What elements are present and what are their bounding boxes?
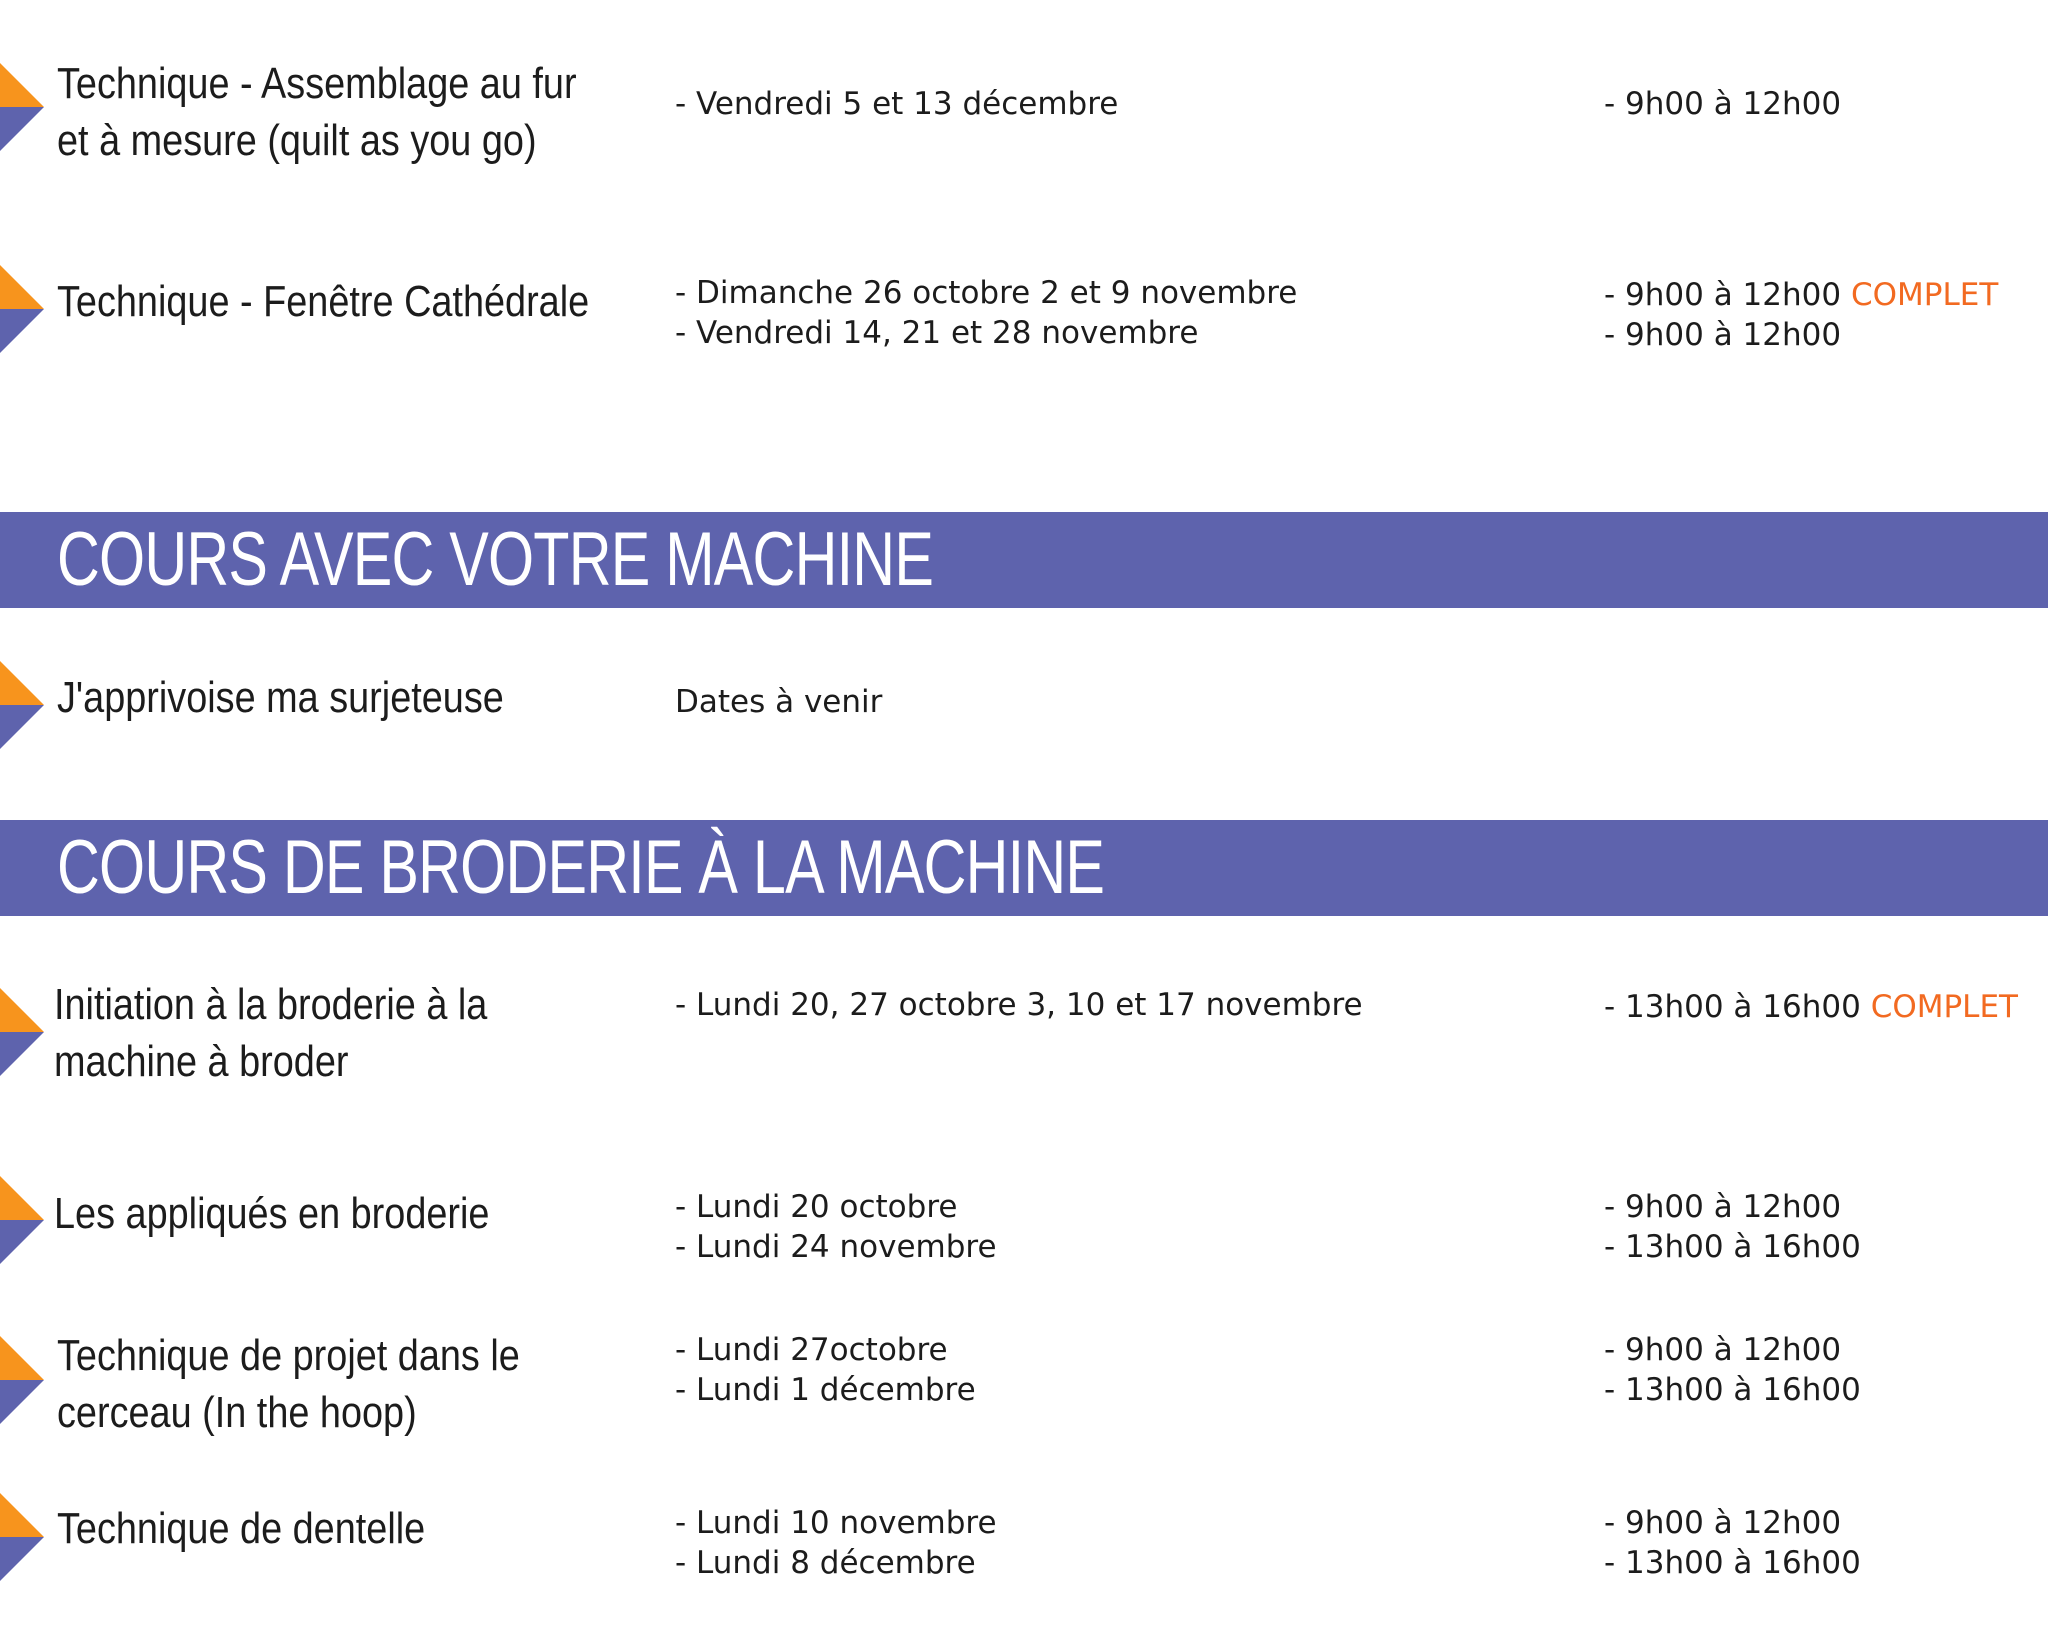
course-title: J'apprivoise ma surjeteuse [57, 673, 504, 722]
course-times: - 9h00 à 12h00 [1604, 86, 1842, 122]
triangle-marker-icon [0, 265, 44, 353]
course-dates: - Lundi 27octobre - Lundi 1 décembre [675, 1332, 976, 1408]
section-heading: COURS DE BRODERIE À LA MACHINE [57, 825, 1105, 910]
course-dates: - Lundi 20 octobre - Lundi 24 novembre [675, 1189, 997, 1265]
course-times: - 9h00 à 12h00 - 13h00 à 16h00 [1604, 1505, 1861, 1581]
triangle-marker-icon [0, 1493, 44, 1581]
course-title: Technique de projet dans le cerceau (In the hoop) [57, 1331, 520, 1437]
course-times: - 9h00 à 12h00 - 13h00 à 16h00 [1604, 1332, 1861, 1408]
triangle-marker-icon [0, 1176, 44, 1264]
triangle-marker-icon [0, 1336, 44, 1424]
course-times: - 13h00 à 16h00 COMPLET [1604, 989, 2018, 1025]
course-dates: - Lundi 10 novembre - Lundi 8 décembre [675, 1505, 997, 1581]
course-dates: Dates à venir [675, 684, 883, 720]
course-times: - 9h00 à 12h00 - 13h00 à 16h00 [1604, 1189, 1861, 1265]
status-complet: COMPLET [1850, 277, 1999, 313]
triangle-marker-icon [0, 988, 44, 1076]
triangle-marker-icon [0, 63, 44, 151]
course-dates: - Lundi 20, 27 octobre 3, 10 et 17 novembre [675, 987, 1363, 1023]
course-dates: - Vendredi 5 et 13 décembre [675, 86, 1119, 122]
course-title: Technique de dentelle [57, 1504, 426, 1553]
triangle-marker-icon [0, 661, 44, 749]
course-times: - 9h00 à 12h00 COMPLET - 9h00 à 12h00 [1604, 277, 1999, 353]
section-banner [0, 820, 2048, 916]
course-title: Technique - Fenêtre Cathédrale [57, 277, 590, 326]
course-title: Technique - Assemblage au fur et à mesure (quilt as you go) [57, 59, 577, 165]
section-banner [0, 512, 2048, 608]
course-title: Les appliqués en broderie [54, 1189, 490, 1238]
section-heading: COURS AVEC VOTRE MACHINE [57, 517, 934, 602]
course-dates: - Dimanche 26 octobre 2 et 9 novembre - Vendredi 14, 21 et 28 novembre [675, 275, 1298, 351]
course-title: Initiation à la broderie à la machine à broder [54, 980, 488, 1086]
status-complet: COMPLET [1870, 989, 2018, 1025]
